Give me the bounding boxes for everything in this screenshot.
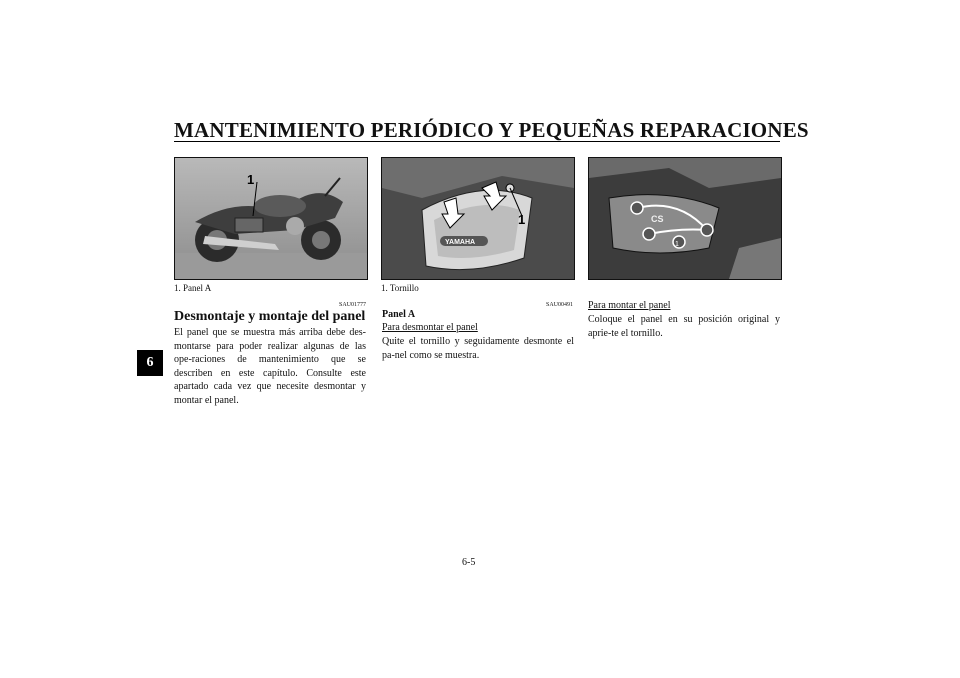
figure-callout: 1 [675, 241, 679, 248]
figure-caption: 1. Tornillo [381, 283, 419, 293]
figure-callout: 1 [247, 172, 255, 187]
figure-callout: 1 [518, 212, 526, 227]
panel-mounting-photo [588, 157, 782, 280]
side-panel-photo [381, 157, 575, 280]
chapter-tab: 6 [137, 350, 163, 376]
figure-caption: 1. Panel A [174, 283, 212, 293]
yamaha-badge: YAMAHA [445, 239, 476, 246]
procedure-subheading: Para desmontar el panel [382, 322, 478, 333]
body-paragraph: Coloque el panel en su posición original y aprie-te el tornillo. [588, 314, 780, 339]
procedure-subheading: Para montar el panel [588, 300, 671, 311]
subsection-heading: Panel A [382, 309, 416, 320]
page-header-title: MANTENIMIENTO PERIÓDICO Y PEQUEÑAS REPARACIONES [174, 118, 809, 142]
panel-label: CS [651, 214, 664, 224]
header-rule [174, 141, 780, 142]
body-paragraph: El panel que se muestra más arriba debe des-montarse para poder realizar algunas de las ope-raciones de mantenimiento que se describen en este capítulo. Consulte este apartado cada vez que necesite desmontar y montar el panel. [174, 327, 366, 406]
reference-code: SAU00491 [545, 302, 573, 308]
motorcycle-photo [174, 157, 368, 280]
page-number: 6-5 [462, 557, 476, 568]
body-paragraph: Quite el tornillo y seguidamente desmonte el pa-nel como se muestra. [382, 336, 574, 361]
reference-code: SAU01777 [338, 302, 366, 308]
section-heading: Desmontaje y montaje del panel [174, 309, 366, 324]
